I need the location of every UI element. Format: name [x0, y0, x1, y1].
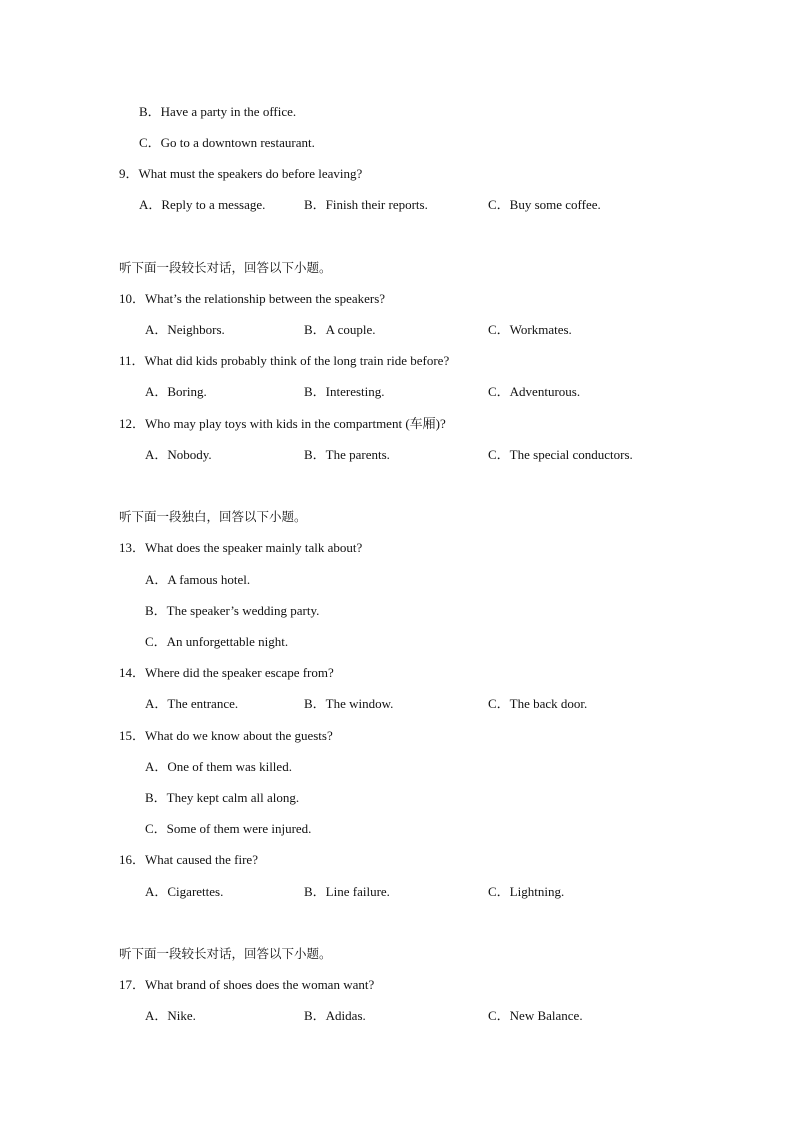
q14-question: 14．Where did the speaker escape from?	[119, 665, 334, 680]
q9-option-a: A．Reply to a message.	[139, 197, 266, 212]
q10-option-a: A．Neighbors.	[145, 322, 225, 337]
q14-option-b: B．The window.	[304, 696, 394, 711]
q10-option-c: C．Workmates.	[488, 322, 572, 337]
q13-option-a: A．A famous hotel.	[145, 572, 251, 587]
q15-option-b: B．They kept calm all along.	[145, 790, 300, 805]
q14-option-c: C．The back door.	[488, 696, 588, 711]
q11-option-c: C．Adventurous.	[488, 384, 581, 399]
q12-question: 12．Who may play toys with kids in the compartment (车厢)?	[119, 416, 446, 431]
q8-option-b: B．Have a party in the office.	[139, 104, 297, 119]
q11-option-b: B．Interesting.	[304, 384, 385, 399]
q13-option-b: B．The speaker’s wedding party.	[145, 603, 320, 618]
q17-option-c: C．New Balance.	[488, 1008, 583, 1023]
q15-option-a: A．One of them was killed.	[145, 759, 292, 774]
q11-option-a: A．Boring.	[145, 384, 207, 399]
q8-option-c: C．Go to a downtown restaurant.	[139, 135, 315, 150]
section-heading-monologue: 听下面一段独白，回答以下小题。	[119, 509, 307, 524]
q17-question: 17．What brand of shoes does the woman want?	[119, 977, 375, 992]
q10-option-b: B．A couple.	[304, 322, 376, 337]
q16-option-b: B．Line failure.	[304, 884, 390, 899]
q12-option-b: B．The parents.	[304, 447, 390, 462]
q12-option-a: A．Nobody.	[145, 447, 212, 462]
q15-option-c: C．Some of them were injured.	[145, 821, 312, 836]
q12-option-c: C．The special conductors.	[488, 447, 633, 462]
q17-option-a: A．Nike.	[145, 1008, 196, 1023]
q17-option-b: B．Adidas.	[304, 1008, 366, 1023]
q13-option-c: C．An unforgettable night.	[145, 634, 289, 649]
q9-option-b: B．Finish their reports.	[304, 197, 428, 212]
q16-question: 16．What caused the fire?	[119, 852, 258, 867]
q9-option-c: C．Buy some coffee.	[488, 197, 601, 212]
q13-question: 13．What does the speaker mainly talk about?	[119, 540, 363, 555]
q9-question: 9．What must the speakers do before leaving?	[119, 166, 363, 181]
section-heading-long-dialogue: 听下面一段较长对话，回答以下小题。	[119, 260, 332, 275]
q11-question: 11．What did kids probably think of the long train ride before?	[119, 353, 450, 368]
q14-option-a: A．The entrance.	[145, 696, 239, 711]
q10-question: 10．What’s the relationship between the speakers?	[119, 291, 386, 306]
q16-option-a: A．Cigarettes.	[145, 884, 224, 899]
q15-question: 15．What do we know about the guests?	[119, 728, 333, 743]
q16-option-c: C．Lightning.	[488, 884, 565, 899]
section-heading-long-dialogue-2: 听下面一段较长对话，回答以下小题。	[119, 946, 332, 961]
